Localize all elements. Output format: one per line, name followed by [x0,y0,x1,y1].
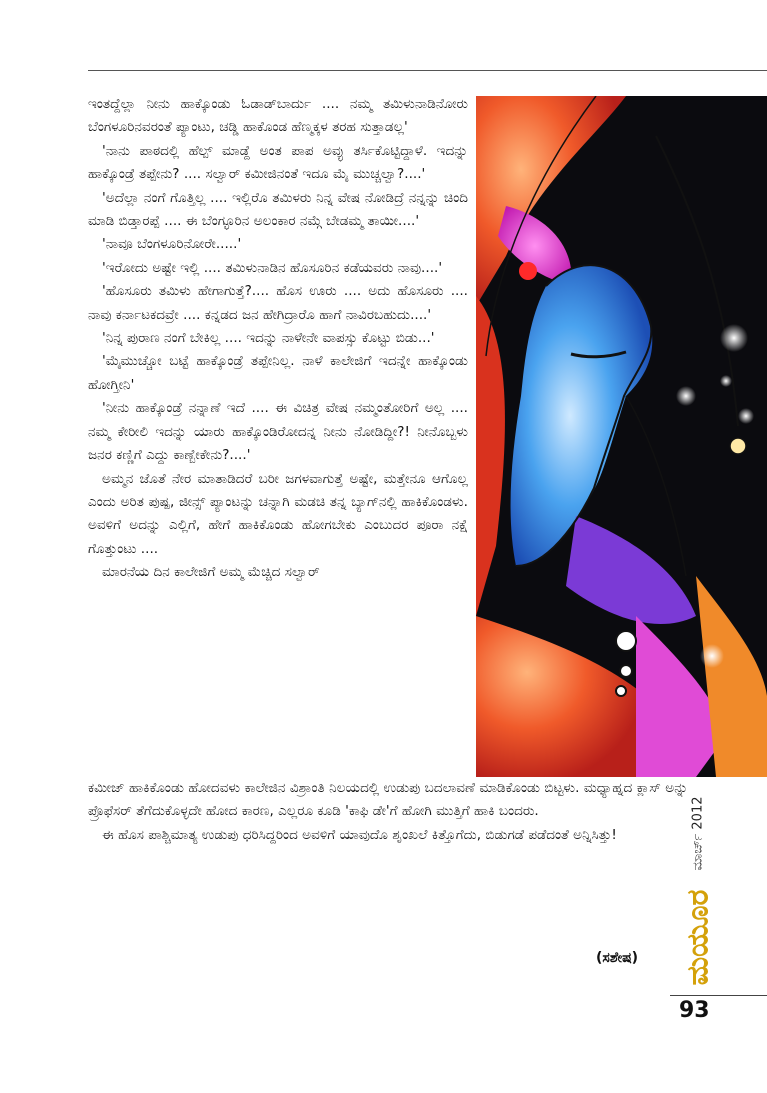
story-paragraph: 'ನಾನು ಪಾಠದಲ್ಲಿ ಹೆಲ್ಪ್ ಮಾಡ್ದೆ ಅಂತ ಪಾಪ ಅವ್ಳು ತರ್ಸಿಕೊಟ್ಟಿದ್ದಾಳೆ. ಇದನ್ನು ಹಾಕ್ಕೊಂಡ್ರೆ ತಪ್ಪೇನು? .... ಸಲ್ವಾರ್ ಕಮೀಜಿನಂತೆ ಇದೂ ಮೈ ಮುಚ್ಚಲ್ವಾ?....' [88,142,468,183]
story-paragraph: ಇಂತದ್ದೆಲ್ಲಾ ನೀನು ಹಾಕ್ಕೊಂಡು ಓಡಾಡ್‌ಬಾರ್ದು .... ನಮ್ಮ ತಮಿಳುನಾಡಿನೋರು ಬೆಂಗಳೂರಿನವರಂತೆ ಪ್ಯಾಂಟು, ಚಡ್ಡಿ ಹಾಕೊಂಡ ಹೆಣ್ಮಕ್ಕಳ ತರಹ ಸುತ್ತಾಡಲ್ಲ' [88,96,468,136]
sparkle [720,324,748,352]
story-paragraph: 'ಅದೆಲ್ಲಾ ನಂಗೆ ಗೊತ್ತಿಲ್ಲ .... ಇಲ್ಲಿರೊ ತಮಿಳರು ನಿನ್ನ ವೇಷ ನೋಡಿದ್ರೆ ನನ್ನನ್ನು ಚಿಂದಿ ಮಾಡಿ ಬಿಡ್ತಾರಪ್ಪೆ .... ಈ ಬೆಂಗ್ಳೂರಿನ ಅಲಂಕಾರ ನಮ್ಗೆ ಬೇಡಮ್ಮ ತಾಯೀ....' [88,189,468,230]
earring [730,438,746,454]
sparkle [676,386,696,406]
necklace-bead [616,631,636,651]
story-paragraph: ಕಮೀಜ್ ಹಾಕಿಕೊಂಡು ಹೋದವಳು ಕಾಲೇಜಿನ ವಿಶ್ರಾಂತಿ ನಿಲಯದಲ್ಲಿ ಉಡುಪು ಬದಲಾವಣೆ ಮಾಡಿಕೊಂಡು ಬಿಟ್ಟಳು. ಮಧ್ಯಾಹ್ನದ ಕ್ಲಾಸ್ ಅನ್ನು ಪ್ರೊಫೆಸರ್ ತೆಗೆದುಕೊಳ್ಳದೇ ಹೋದ ಕಾರಣ, ಎಲ್ಲರೂ ಕೂಡಿ 'ಕಾಫಿ ಡೇ'ಗೆ ಹೋಗಿ ಮುತ್ತಿಗೆ ಹಾಕಿ ಬಂದರು. [88,780,688,820]
sparkle [700,644,724,668]
story-paragraph: 'ನಾವೂ ಬೆಂಗಳೂರಿನೋರೇ.....' [102,236,242,253]
story-paragraph: ಮಾರನೆಯ ದಿನ ಕಾಲೇಜಿಗೆ ಅಮ್ಮ ಮೆಚ್ಚಿದ ಸಲ್ವಾರ್ [102,564,320,581]
sparkle [720,375,732,387]
byline: (ಸಶೇಷ) [596,950,639,966]
sparkle [738,408,754,424]
necklace-bead [620,665,632,677]
story-continuation [88,777,688,847]
top-rule [88,70,767,71]
story-paragraph: 'ಇರೋದು ಅಷ್ಟೇ ಇಲ್ಲಿ .... ತಮಿಳುನಾಡಿನ ಹೊಸೂರಿನ ಕಡೆಯವರು ನಾವು....' [102,259,443,276]
story-paragraph: 'ಹೊಸೂರು ತಮಿಳು ಹೇಗಾಗುತ್ತೆ?.... ಹೊಸ ಊರು .... ಅದು ಹೊಸೂರು .... ನಾವು ಕರ್ನಾಟಕದವ್ರೇ .... ಕನ್ನಡದ ಜನ ಹೇಗಿದ್ರಾರೊ ಹಾಗೆ ನಾವಿರಬಹುದು....' [88,283,468,323]
necklace-bead [616,686,626,696]
story-paragraph: 'ಮೈಮುಚ್ಚೋ ಬಟ್ಟೆ ಹಾಕ್ಕೊಂಡ್ರೆ ತಪ್ಪೇನಿಲ್ಲ. ನಾಳೆ ಕಾಲೇಜಿಗೆ ಇದನ್ನೇ ಹಾಕ್ಕೊಂಡು ಹೋಗ್ತೀನಿ' [88,353,468,393]
bindi [519,262,537,280]
story-column [88,93,468,585]
story-paragraph: 'ನೀನು ಹಾಕ್ಕೊಂಡ್ರೆ ನನ್ನಾಣೆ ಇದೆ .... ಈ ವಿಚಿತ್ರ ವೇಷ ನಮ್ಮಂತೋರಿಗೆ ಅಲ್ಲ .... ನಮ್ಮ ಕೇರೀಲಿ ಇದನ್ನು ಯಾರು ಹಾಕ್ಕೊಂಡಿರೋದನ್ನ ನೀನು ನೋಡಿದ್ದೀ?! ನೀನೊಬ್ಬಳು ಜನರ ಕಣ್ಣಿಗೆ ಎದ್ದು ಕಾಣ್ಬೇಕೇನು?....' [88,400,468,464]
masthead [679,790,717,985]
illustration [476,96,767,777]
story-paragraph: ಅಮ್ಮನ ಜೊತೆ ನೇರ ಮಾತಾಡಿದರೆ ಬರೀ ಜಗಳವಾಗುತ್ತೆ ಅಷ್ಟೇ, ಮತ್ತೇನೂ ಆಗೊಲ್ಲ ಎಂದು ಅರಿತ ಪುಷ್ಪ, ಜೀನ್ಸ್ ಪ್ಯಾಂಟನ್ನು ಚನ್ನಾಗಿ ಮಡಚಿ ತನ್ನ ಬ್ಯಾಗ್‌ನಲ್ಲಿ ಹಾಕಿಕೊಂಡಳು. ಅವಳಿಗೆ ಅದನ್ನು ಎಲ್ಲಿಗೆ, ಹೇಗೆ ಹಾಕಿಕೊಂಡು ಹೋಗಬೇಕು ಎಂಬುದರ ಪೂರಾ ನಕ್ಷೆ ಗೊತ್ತುಂಟು .... [88,470,468,557]
page-rule [670,995,767,996]
magazine-logo: ಮಯೂರ [680,889,716,986]
issue-date: ಮಾರ್ಚ್ 2012 [690,796,706,871]
story-paragraph: 'ನಿನ್ನ ಪುರಾಣ ನಂಗೆ ಬೇಕಿಲ್ಲ .... ಇದನ್ನು ನಾಳೇನೇ ವಾಪಸ್ಸು ಕೊಟ್ಟು ಬಿಡು...' [102,330,435,347]
story-paragraph: ಈ ಹೊಸ ಪಾಶ್ಚಿಮಾತ್ಯ ಉಡುಪು ಧರಿಸಿದ್ದರಿಂದ ಅವಳಿಗೆ ಯಾವುದೊ ಶೃಂಖಲೆ ಕಿತ್ತೊಗೆದು, ಬಿಡುಗಡೆ ಪಡೆದಂತೆ ಅನ್ನಿಸಿತ್ತು! [102,826,617,843]
page-number: 93 [679,998,710,1023]
